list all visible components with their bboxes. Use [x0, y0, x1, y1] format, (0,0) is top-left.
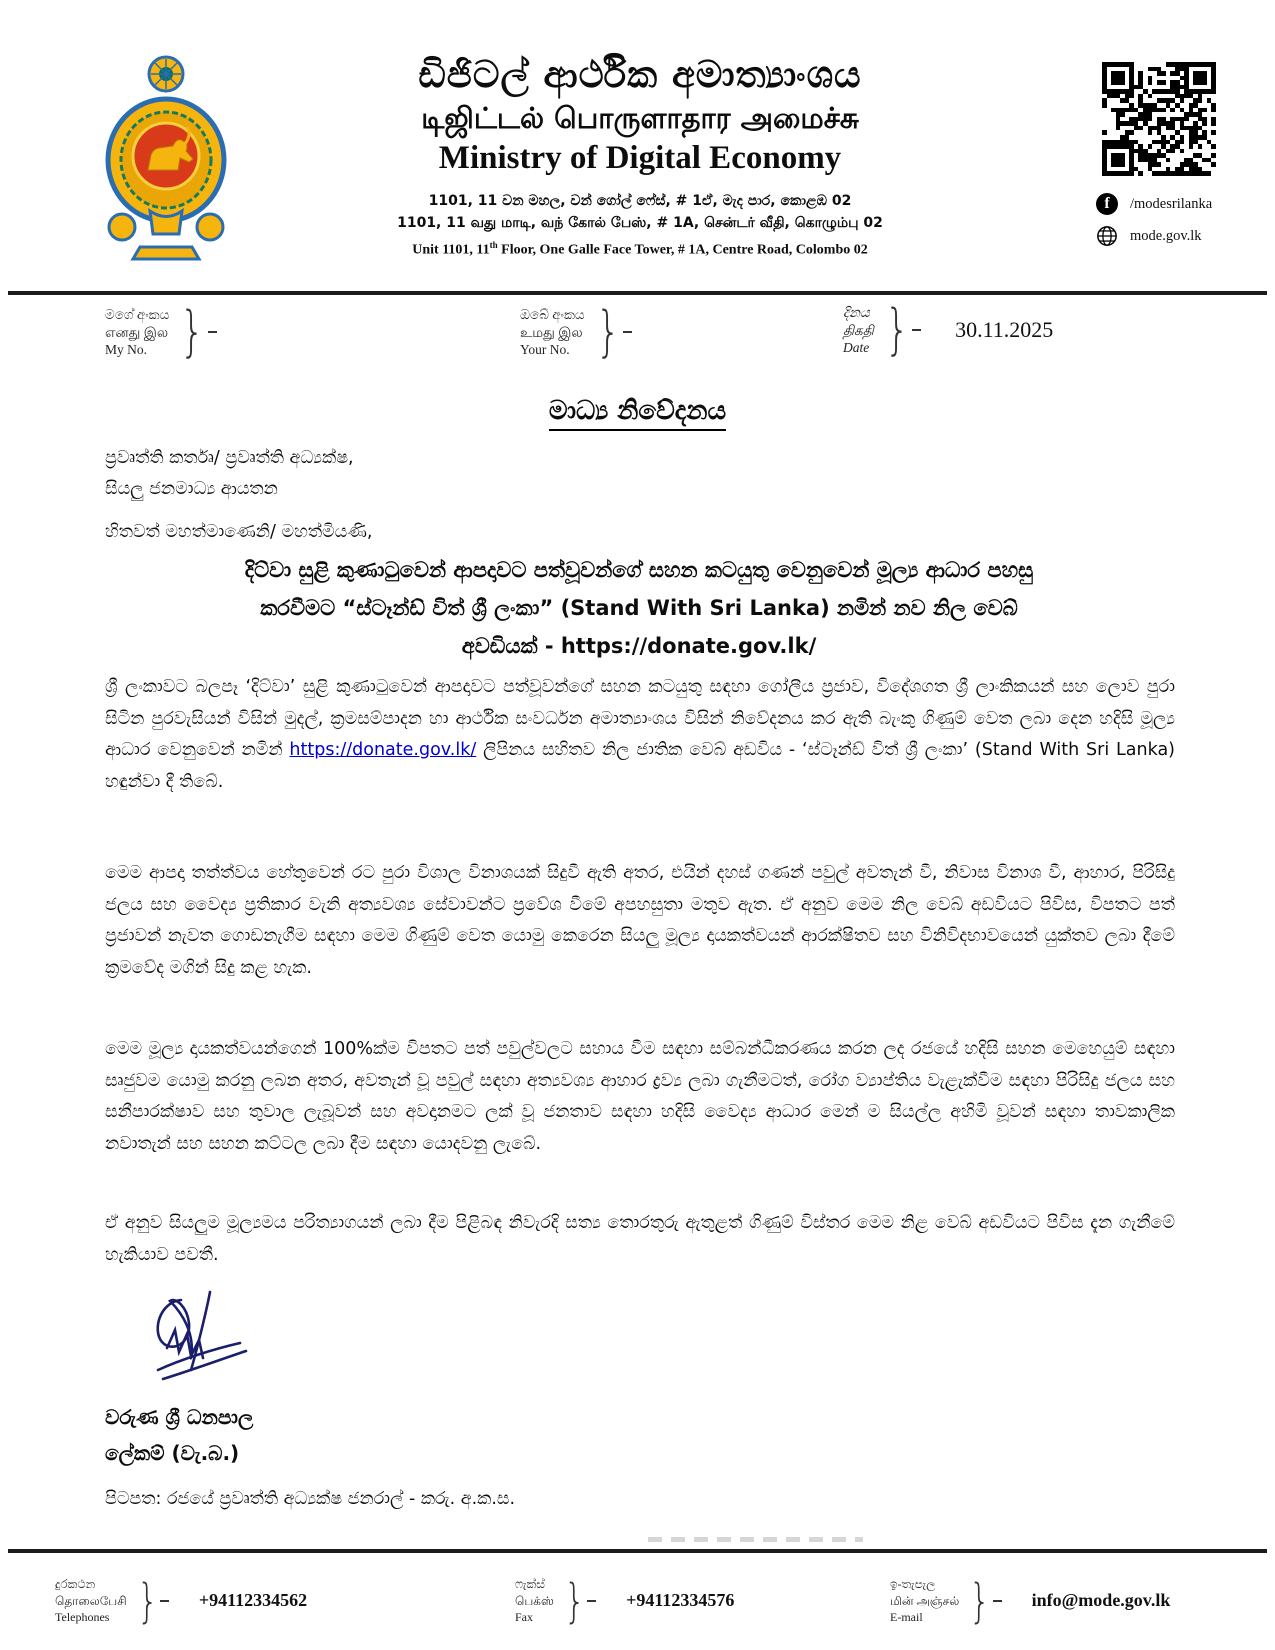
address-english: Unit 1101, 11th Floor, One Galle Face Tower, # 1A, Centre Road, Colombo 02: [412, 240, 868, 258]
social-links: [1096, 193, 1266, 257]
brace-glyph: [595, 306, 620, 358]
national-emblem-icon: [95, 50, 237, 264]
date-value: 30.11.2025: [955, 317, 1054, 343]
paragraph-2: මෙම ආපදා තත්ත්වය හේතුවෙන් රට පුරා විශාල විනාශයක් සිදුවී ඇති අතර, එයින් දහස් ගණන් පවුල් අවතැන් වී, නිවාස විනාශ වී, ආහාර, පිරිසිදු ජලය සහ වෛද්‍ය ප්‍රතිකාර වැනි අත්‍යවශ්‍ය සේවාවන්ට ප්‍රවේශ වීමේ අපහසුතා මතුව ඇත. ඒ අනුව මෙම නිල වෙබ් අඩවියට පිවිස, විපතට පත් ප්‍රජාවන් නැවත ගොඩනැගීම සඳහා මෙම ගිණුම් වෙත යොමු කෙරෙන සියලු මූල්‍ය දායකත්වයන් ආරක්ෂිතව සහ විනිවිදභාවයෙන් යුක්තව ලබා දීමේ ක්‍රමවේද මගින් සිදු කළ හැක.: [105, 863, 1175, 978]
brace-glyph: [564, 1578, 585, 1624]
ministry-name-english: Ministry of Digital Economy: [438, 140, 842, 176]
footer-divider: [8, 1549, 1267, 1553]
brace-tick: [912, 329, 921, 331]
qr-code: [1102, 62, 1216, 176]
brace-tick: [208, 331, 217, 333]
brace-glyph: [885, 304, 910, 356]
fax-label-english: Fax: [515, 1610, 533, 1624]
brace-glyph: [180, 306, 205, 358]
my-no-label-sinhala: මගේ අංකය: [105, 307, 170, 322]
fax-label-tamil: பெக்ஸ்: [515, 1593, 554, 1608]
globe-icon: [1096, 225, 1118, 247]
website-url: mode.gov.lk: [1130, 227, 1202, 244]
cc-line: පිටපත: රජයේ ප්‍රවෘත්ති අධ්‍යක්ෂ ජනරාල් - කරු. අ.ක.ස.: [105, 1489, 516, 1509]
telephones-label-english: Telephones: [55, 1610, 110, 1624]
brace-tick: [993, 1600, 1002, 1602]
facebook-handle: /modesrilanka: [1130, 195, 1213, 212]
donate-link[interactable]: https://donate.gov.lk/: [289, 740, 477, 760]
paragraph-4: ඒ අනුව සියලුම මූල්‍යමය පරිත්‍යාගයන් ලබා දීම පිළිබඳ නිවැරදි සත්‍ය තොරතුරු ඇතුළත් ගිණුම් විස්තර මෙම නිළ වෙබ් අඩවියට පිවිස දැන ගැනීමේ හැකියාව පවතී.: [105, 1213, 1175, 1265]
document-title: මාධ්‍ය නිවේදනය: [0, 396, 1275, 427]
addressee-line-1: ප්‍රවෘත්ති කර්තෘ/ ප්‍රවෘත්ති අධ්‍යක්ෂ,: [105, 448, 354, 468]
fax-label-sinhala: ෆැක්ස්: [515, 1577, 545, 1591]
your-no-label-english: Your No.: [520, 342, 570, 357]
email-label-sinhala: ඉ-තැපැල: [890, 1577, 936, 1591]
brace-glyph: [969, 1578, 990, 1624]
brace-tick: [587, 1600, 596, 1602]
headline-line-3: අවඩියක් - https://donate.gov.lk/: [461, 634, 817, 658]
your-no-label-sinhala: ඔබේ අංකය: [520, 307, 585, 322]
email-address: info@mode.gov.lk: [1031, 1590, 1171, 1611]
signature-image: [146, 1284, 268, 1402]
footer-email: [890, 1576, 1170, 1626]
ref-date: [843, 304, 1053, 357]
telephone-number: +94112334562: [198, 1590, 308, 1611]
telephones-label-tamil: தொலைபேசி: [55, 1593, 127, 1608]
brace-tick: [623, 331, 632, 333]
signatory-title: ලේකම් (වැ.බ.): [105, 1441, 240, 1465]
press-release-headline: [105, 551, 1173, 665]
brace-glyph: [137, 1578, 158, 1624]
paragraph-3: මෙම මූල්‍ය දායකත්වයන්ගෙන් 100%ක්ම විපතට පත් පවුල්වලට සහාය වීම සඳහා සම්බන්ධීකරණය කරන ලද රජයේ හදිසි සහන මෙහෙයුම් සඳහා සෘජුවම යොමු කරනු ලබන අතර, අවතැන් වූ පවුල් සඳහා අත්‍යවශ්‍ය ආහාර ද්‍රව්‍ය ලබා ගැනීමටත්, රෝග ව්‍යාප්තිය වැළැක්වීම සඳහා පිරිසිදු ජලය සහ සනීපාරක්ෂාව සහ තුවාල ලැබූවන් සහ අවදානමට ලක් වූ ජනතාව සඳහා හදිසි වෛද්‍ය ආධාර මෙන් ම සියල්ල අහිමි වූවන් සඳහා තාවකාලික නවාතැන් සහ සහන කට්ටල ලබා දීම සඳහා යොදවනු ලැබේ.: [105, 1039, 1175, 1154]
ref-my-no: [105, 306, 217, 359]
brace-tick: [160, 1600, 169, 1602]
date-label-english: Date: [843, 340, 870, 355]
address-tamil: 1101, 11 வது மாடி, வந் கோல் பேஸ், # 1A, சென்டர் வீதி, கொழும்பு 02: [397, 215, 883, 231]
paragraph-1: ශ්‍රී ලංකාවට බලපෑ ‘දිට්වා’ සුළි කුණාටුවෙන් ආපදාවට පත්වූවන්ගේ සහන කටයුතු සඳහා ගෝලීය ප්‍රජාව, විදේශගත ශ්‍රී ලාංකිකයන් සහ ලොව පුරා සිටින පුරවැසියන් විසින් මුදල්, ක්‍රමසම්පාදන හා ආර්ථික සංවර්ධන අමාත්‍යාංශය විසින් නිවේදනය කර ඇති බැංකු ගිණුම් වෙත ලබා දෙන හදිසි මූල්‍ය ආධාර වෙනුවෙන් නමින් https://donate.gov.lk/ ලිපිනය සහිතව නිල ජාතික වෙබ් අඩවිය - ‘ස්ටෑන්ඩ් විත් ශ්‍රී ලංකා’ (Stand With Sri Lanka) හඳුන්වා දී තිබේ.: [105, 677, 1176, 792]
addressee-block: [105, 443, 354, 505]
letterhead: [300, 52, 980, 262]
my-no-label-tamil: எனது இல: [105, 324, 169, 340]
footer-telephones: [55, 1576, 307, 1626]
scan-artifact: [648, 1537, 863, 1542]
facebook-icon: [1096, 193, 1118, 215]
address-sinhala: 1101, 11 වන මහල, වන් ගෝල් ෆේස්, # 1ඒ, මැද පාර, කොළඹ 02: [428, 193, 852, 209]
headline-line-2: කරවීමට “ස්ටෑන්ඩ් විත් ශ්‍රී ලංකා” (Stand With Sri Lanka) නමින් නව නිල වෙබ්: [260, 596, 1018, 620]
telephones-label-sinhala: දුරකථන: [55, 1577, 96, 1591]
ref-your-no: [520, 306, 632, 359]
my-no-label-english: My No.: [105, 342, 148, 357]
date-label-tamil: திகதி: [843, 322, 874, 338]
headline-line-1: දිට්වා සුළි කුණාටුවෙන් ආපදාවට පත්වූවන්ගේ සහන කටයුතු වෙනුවෙන් මූල්‍ය ආධාර පහසු: [244, 558, 1034, 582]
addressee-line-2: සියලු ජනමාධ්‍ය ආයතන: [105, 479, 278, 499]
salutation: හිතවත් මහත්මාණෙනි/ මහත්මියණි,: [105, 522, 373, 542]
fax-number: +94112334576: [626, 1590, 735, 1611]
ministry-name-sinhala: ඩිජිටල් ආර්ථික අමාත්‍යාංශය: [418, 53, 862, 96]
date-label-sinhala: දිනය: [843, 305, 870, 320]
ministry-name-tamil: டிஜிட்டல் பொருளாதார அமைச்சு: [421, 101, 859, 135]
footer-fax: [515, 1576, 734, 1626]
your-no-label-tamil: உமது இல: [520, 324, 583, 340]
email-label-tamil: மின் அஞ்சல்: [890, 1593, 960, 1608]
signatory-name: වරුණ ශ්‍රී ධනපාල: [105, 1405, 254, 1429]
email-label-english: E-mail: [890, 1610, 923, 1624]
header-divider: [8, 291, 1267, 295]
